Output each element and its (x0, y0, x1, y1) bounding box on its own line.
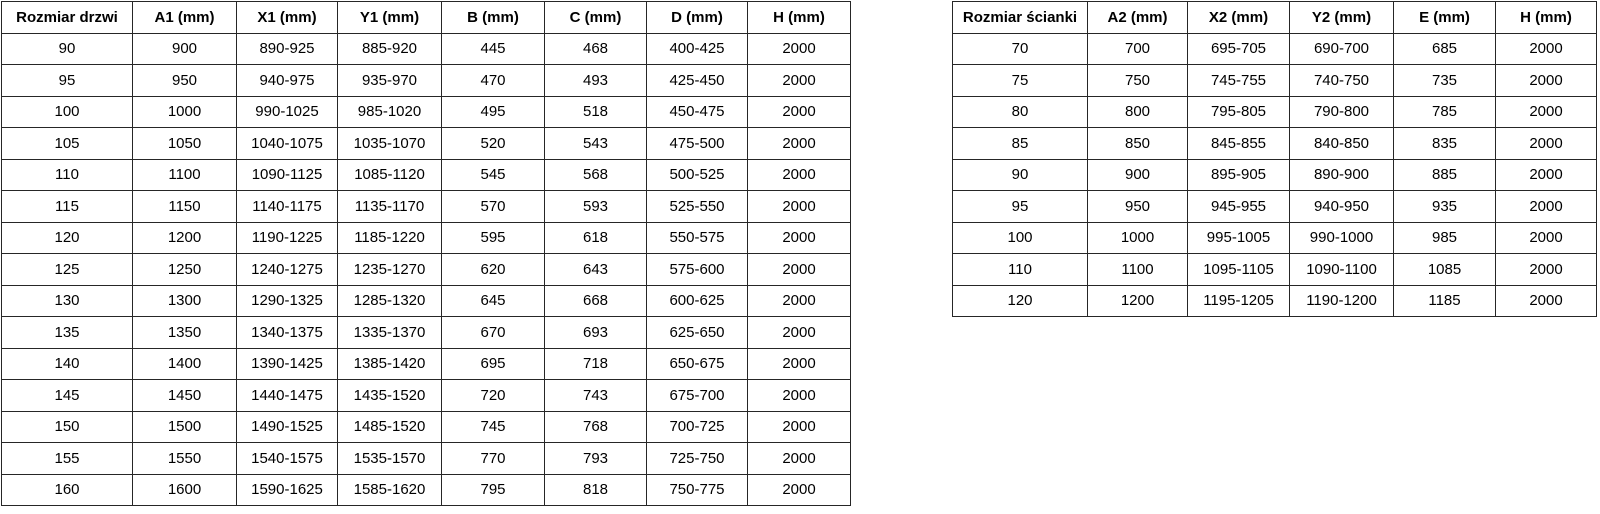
table-cell: 1095-1105 (1188, 254, 1290, 286)
table-cell: 935 (1394, 191, 1496, 223)
table-cell: 110 (2, 159, 133, 191)
table-cell: 115 (2, 191, 133, 223)
table-row (2, 348, 851, 380)
table-cell: 600-625 (647, 285, 748, 317)
table-cell: 768 (545, 411, 647, 443)
table-cell: 450-475 (647, 96, 748, 128)
table-cell: 1550 (133, 443, 237, 475)
table-cell: 2000 (748, 348, 851, 380)
table-cell: 2000 (748, 474, 851, 506)
table-cell: 793 (545, 443, 647, 475)
table-cell: 643 (545, 254, 647, 286)
table-cell: 2000 (748, 128, 851, 160)
table-cell: 800 (1088, 96, 1188, 128)
table-cell: 145 (2, 380, 133, 412)
column-header: B (mm) (442, 2, 545, 34)
table-cell: 125 (2, 254, 133, 286)
table-cell: 1190-1225 (237, 222, 338, 254)
table-cell: 795 (442, 474, 545, 506)
table-row (953, 65, 1597, 97)
table-cell: 745 (442, 411, 545, 443)
table-cell: 685 (1394, 33, 1496, 65)
table-cell: 2000 (748, 65, 851, 97)
table-cell: 1385-1420 (338, 348, 442, 380)
column-header: H (mm) (1496, 2, 1597, 34)
table-cell: 668 (545, 285, 647, 317)
table-cell: 568 (545, 159, 647, 191)
table-cell: 2000 (748, 96, 851, 128)
table-cell: 940-975 (237, 65, 338, 97)
column-header: A1 (mm) (133, 2, 237, 34)
table-cell: 2000 (748, 254, 851, 286)
table-cell: 625-650 (647, 317, 748, 349)
table-cell: 75 (953, 65, 1088, 97)
table-cell: 770 (442, 443, 545, 475)
table-cell: 1490-1525 (237, 411, 338, 443)
table-cell: 1200 (1088, 285, 1188, 317)
table-cell: 945-955 (1188, 191, 1290, 223)
table-cell: 950 (133, 65, 237, 97)
table-cell: 1285-1320 (338, 285, 442, 317)
table-cell: 2000 (748, 222, 851, 254)
table-cell: 940-950 (1290, 191, 1394, 223)
table-cell: 1585-1620 (338, 474, 442, 506)
table-cell: 1335-1370 (338, 317, 442, 349)
table-cell: 990-1000 (1290, 222, 1394, 254)
table-cell: 570 (442, 191, 545, 223)
table-cell: 1185 (1394, 285, 1496, 317)
table-cell: 575-600 (647, 254, 748, 286)
table-cell: 1435-1520 (338, 380, 442, 412)
table-cell: 100 (2, 96, 133, 128)
table-cell: 1000 (1088, 222, 1188, 254)
table-cell: 425-450 (647, 65, 748, 97)
table-cell: 795-805 (1188, 96, 1290, 128)
table-cell: 475-500 (647, 128, 748, 160)
table-cell: 618 (545, 222, 647, 254)
table-row (2, 254, 851, 286)
table-cell: 1195-1205 (1188, 285, 1290, 317)
table-cell: 470 (442, 65, 545, 97)
table-cell: 85 (953, 128, 1088, 160)
table-cell: 445 (442, 33, 545, 65)
column-header: C (mm) (545, 2, 647, 34)
table-cell: 1185-1220 (338, 222, 442, 254)
table-cell: 900 (1088, 159, 1188, 191)
table-cell: 790-800 (1290, 96, 1394, 128)
table-cell: 468 (545, 33, 647, 65)
table-row (2, 159, 851, 191)
header-row (2, 2, 851, 34)
table-cell: 990-1025 (237, 96, 338, 128)
table-cell: 690-700 (1290, 33, 1394, 65)
table-cell: 695-705 (1188, 33, 1290, 65)
table-row (953, 191, 1597, 223)
table-cell: 90 (953, 159, 1088, 191)
table-cell: 745-755 (1188, 65, 1290, 97)
table-cell: 80 (953, 96, 1088, 128)
table-cell: 130 (2, 285, 133, 317)
table-cell: 2000 (1496, 96, 1597, 128)
table-cell: 850 (1088, 128, 1188, 160)
table-cell: 650-675 (647, 348, 748, 380)
table-cell: 1535-1570 (338, 443, 442, 475)
table-cell: 1085 (1394, 254, 1496, 286)
table-cell: 693 (545, 317, 647, 349)
table-cell: 1250 (133, 254, 237, 286)
table-cell: 900 (133, 33, 237, 65)
table-cell: 95 (2, 65, 133, 97)
table-cell: 620 (442, 254, 545, 286)
table-row (2, 128, 851, 160)
table-row (953, 285, 1597, 317)
column-header: D (mm) (647, 2, 748, 34)
table-cell: 985-1020 (338, 96, 442, 128)
table-cell: 1050 (133, 128, 237, 160)
table-cell: 120 (2, 222, 133, 254)
table-cell: 2000 (1496, 222, 1597, 254)
table-cell: 725-750 (647, 443, 748, 475)
table-row (2, 33, 851, 65)
table-cell: 1090-1125 (237, 159, 338, 191)
table-row (2, 317, 851, 349)
table-cell: 400-425 (647, 33, 748, 65)
table-cell: 995-1005 (1188, 222, 1290, 254)
table-cell: 135 (2, 317, 133, 349)
table-row (953, 33, 1597, 65)
table-cell: 495 (442, 96, 545, 128)
table-cell: 675-700 (647, 380, 748, 412)
table-cell: 1200 (133, 222, 237, 254)
wall-size-table-body (953, 33, 1597, 317)
table-cell: 2000 (748, 33, 851, 65)
table-cell: 543 (545, 128, 647, 160)
table-cell: 70 (953, 33, 1088, 65)
table-cell: 720 (442, 380, 545, 412)
table-cell: 700-725 (647, 411, 748, 443)
table-cell: 2000 (1496, 33, 1597, 65)
table-cell: 1100 (133, 159, 237, 191)
table-row (2, 96, 851, 128)
table-cell: 1590-1625 (237, 474, 338, 506)
table-cell: 1035-1070 (338, 128, 442, 160)
table-cell: 1090-1100 (1290, 254, 1394, 286)
table-cell: 1450 (133, 380, 237, 412)
table-cell: 550-575 (647, 222, 748, 254)
header-row (953, 2, 1597, 34)
table-cell: 840-850 (1290, 128, 1394, 160)
wall-size-table-header (953, 2, 1597, 34)
table-row (953, 254, 1597, 286)
table-cell: 845-855 (1188, 128, 1290, 160)
table-cell: 95 (953, 191, 1088, 223)
table-row (2, 222, 851, 254)
table-cell: 1235-1270 (338, 254, 442, 286)
table-cell: 1400 (133, 348, 237, 380)
column-header: H (mm) (748, 2, 851, 34)
table-cell: 1190-1200 (1290, 285, 1394, 317)
table-cell: 1500 (133, 411, 237, 443)
table-row (2, 191, 851, 223)
table-row (2, 443, 851, 475)
table-cell: 1100 (1088, 254, 1188, 286)
table-cell: 2000 (748, 380, 851, 412)
table-row (2, 65, 851, 97)
table-cell: 90 (2, 33, 133, 65)
table-cell: 1000 (133, 96, 237, 128)
table-cell: 1085-1120 (338, 159, 442, 191)
table-cell: 1390-1425 (237, 348, 338, 380)
table-cell: 160 (2, 474, 133, 506)
table-cell: 885-920 (338, 33, 442, 65)
table-cell: 750-775 (647, 474, 748, 506)
column-header: Rozmiar ścianki (953, 2, 1088, 34)
table-cell: 1040-1075 (237, 128, 338, 160)
column-header: Rozmiar drzwi (2, 2, 133, 34)
table-cell: 2000 (1496, 191, 1597, 223)
table-cell: 835 (1394, 128, 1496, 160)
table-cell: 110 (953, 254, 1088, 286)
door-size-table-body (2, 33, 851, 506)
table-row (2, 380, 851, 412)
table-cell: 2000 (1496, 128, 1597, 160)
table-cell: 700 (1088, 33, 1188, 65)
table-row (953, 222, 1597, 254)
table-cell: 950 (1088, 191, 1188, 223)
table-cell: 740-750 (1290, 65, 1394, 97)
table-cell: 2000 (748, 443, 851, 475)
table-cell: 518 (545, 96, 647, 128)
table-cell: 140 (2, 348, 133, 380)
table-cell: 155 (2, 443, 133, 475)
column-header: Y1 (mm) (338, 2, 442, 34)
table-cell: 545 (442, 159, 545, 191)
table-cell: 120 (953, 285, 1088, 317)
door-size-table (1, 1, 851, 506)
table-cell: 890-900 (1290, 159, 1394, 191)
table-cell: 670 (442, 317, 545, 349)
table-cell: 750 (1088, 65, 1188, 97)
table-row (953, 128, 1597, 160)
column-header: X2 (mm) (1188, 2, 1290, 34)
column-header: E (mm) (1394, 2, 1496, 34)
table-cell: 645 (442, 285, 545, 317)
table-row (953, 96, 1597, 128)
table-cell: 2000 (1496, 65, 1597, 97)
table-cell: 1440-1475 (237, 380, 338, 412)
table-row (2, 411, 851, 443)
table-cell: 2000 (748, 191, 851, 223)
table-cell: 735 (1394, 65, 1496, 97)
table-cell: 2000 (1496, 254, 1597, 286)
table-row (953, 159, 1597, 191)
table-cell: 1135-1170 (338, 191, 442, 223)
table-cell: 105 (2, 128, 133, 160)
wall-size-table (952, 1, 1597, 317)
table-cell: 1350 (133, 317, 237, 349)
table-cell: 525-550 (647, 191, 748, 223)
table-cell: 935-970 (338, 65, 442, 97)
column-header: Y2 (mm) (1290, 2, 1394, 34)
table-cell: 885 (1394, 159, 1496, 191)
table-row (2, 285, 851, 317)
table-cell: 595 (442, 222, 545, 254)
table-cell: 743 (545, 380, 647, 412)
table-cell: 695 (442, 348, 545, 380)
table-cell: 2000 (748, 285, 851, 317)
table-cell: 1485-1520 (338, 411, 442, 443)
table-cell: 1340-1375 (237, 317, 338, 349)
column-header: X1 (mm) (237, 2, 338, 34)
table-cell: 1600 (133, 474, 237, 506)
table-cell: 2000 (748, 159, 851, 191)
table-cell: 2000 (1496, 159, 1597, 191)
table-cell: 1140-1175 (237, 191, 338, 223)
table-cell: 985 (1394, 222, 1496, 254)
table-cell: 890-925 (237, 33, 338, 65)
table-cell: 1150 (133, 191, 237, 223)
table-cell: 1540-1575 (237, 443, 338, 475)
table-row (2, 474, 851, 506)
table-cell: 150 (2, 411, 133, 443)
table-cell: 500-525 (647, 159, 748, 191)
table-cell: 2000 (1496, 285, 1597, 317)
table-cell: 1290-1325 (237, 285, 338, 317)
table-cell: 785 (1394, 96, 1496, 128)
table-cell: 493 (545, 65, 647, 97)
door-size-table-header (2, 2, 851, 34)
table-cell: 100 (953, 222, 1088, 254)
table-cell: 2000 (748, 317, 851, 349)
table-cell: 1240-1275 (237, 254, 338, 286)
table-cell: 718 (545, 348, 647, 380)
table-cell: 895-905 (1188, 159, 1290, 191)
table-cell: 593 (545, 191, 647, 223)
table-cell: 818 (545, 474, 647, 506)
table-cell: 1300 (133, 285, 237, 317)
column-header: A2 (mm) (1088, 2, 1188, 34)
table-cell: 520 (442, 128, 545, 160)
table-cell: 2000 (748, 411, 851, 443)
